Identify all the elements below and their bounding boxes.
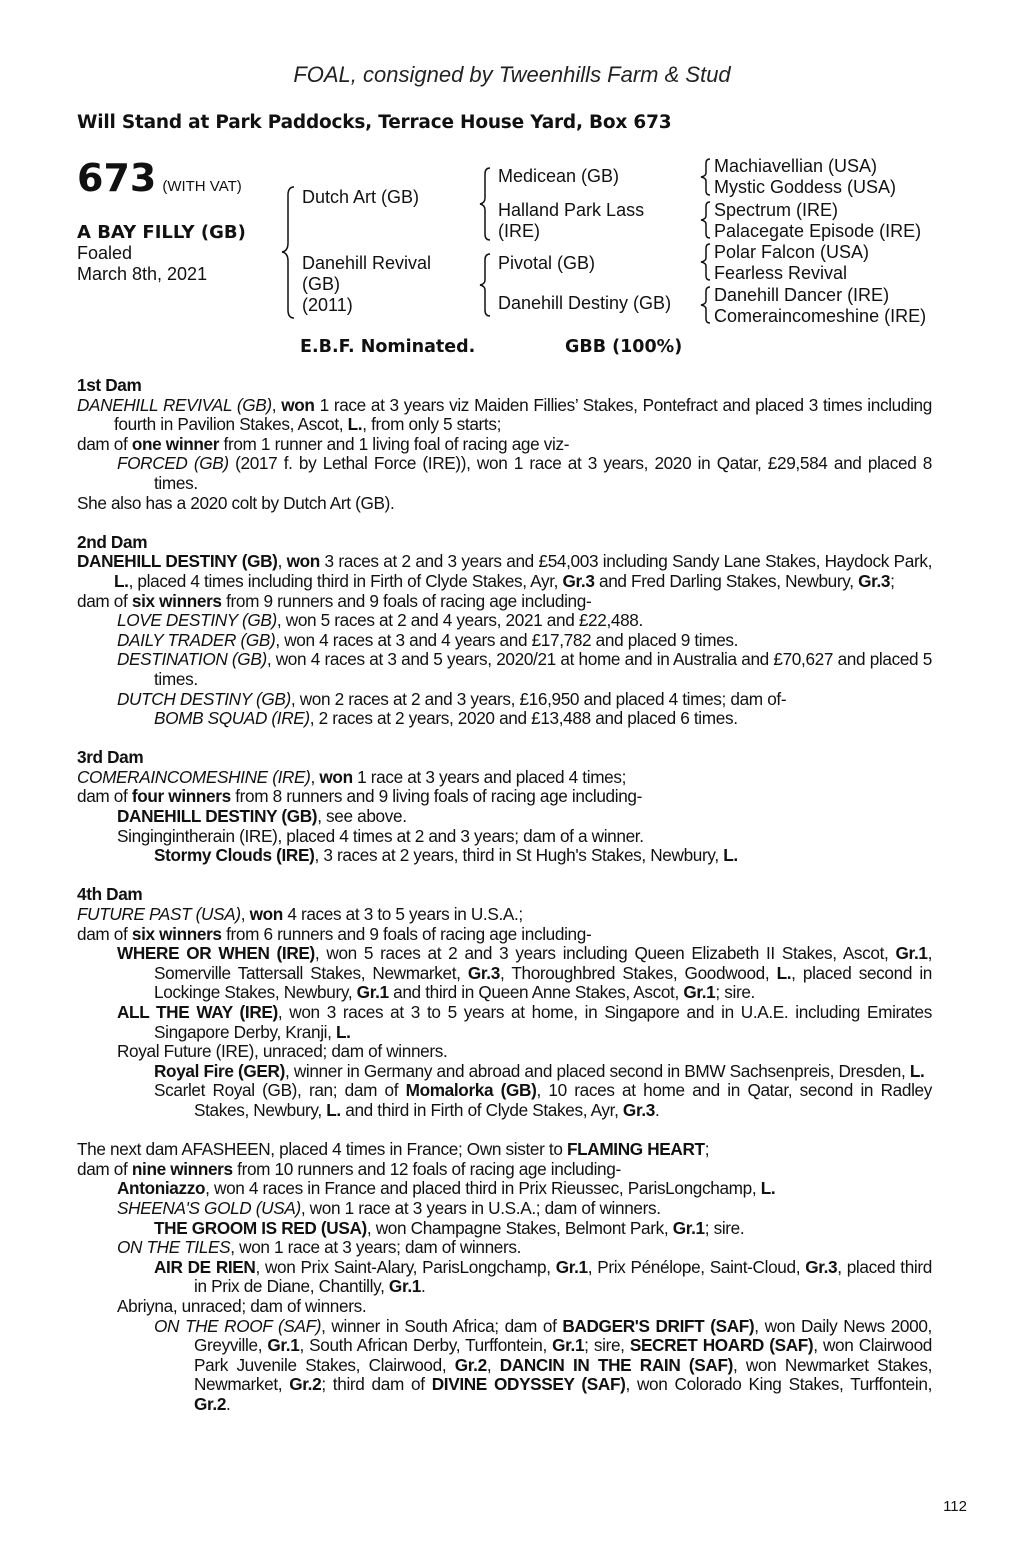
text: 1 race at 3 years and placed 4 times; bbox=[352, 766, 627, 787]
horse-name: FUTURE PAST (USA) bbox=[77, 904, 241, 925]
produce-item bbox=[77, 1219, 932, 1239]
text: , see above. bbox=[317, 806, 407, 827]
pedigree-brace-ss bbox=[699, 157, 713, 197]
grade: L. bbox=[326, 1099, 341, 1120]
grade: Gr.3 bbox=[858, 570, 891, 591]
horse-name: ON THE ROOF (SAF) bbox=[154, 1315, 322, 1336]
horse-name: Stormy Clouds (IRE) bbox=[154, 845, 315, 866]
horse-name: AIR DE RIEN bbox=[154, 1256, 256, 1277]
pedigree-dam-country: (GB) bbox=[302, 274, 340, 294]
text: dam of bbox=[77, 923, 132, 944]
grade: L. bbox=[336, 1021, 351, 1042]
section-heading: 4th Dam bbox=[77, 884, 143, 905]
produce-item bbox=[77, 1317, 932, 1415]
horse-name: DANCIN IN THE RAIN (SAF) bbox=[499, 1354, 733, 1375]
text: , placed 4 times including third in Firth of Clyde Stakes, Ayr, bbox=[128, 570, 563, 591]
produce-item: Abriyna, unraced; dam of winners. bbox=[117, 1295, 367, 1316]
grade: L. bbox=[114, 570, 129, 591]
text: , won 1 race at 3 years; dam of winners. bbox=[230, 1237, 522, 1258]
grade: Gr.1 bbox=[895, 943, 928, 964]
text: , winner in South Africa; dam of bbox=[321, 1315, 563, 1336]
produce-item bbox=[77, 1238, 932, 1258]
produce-item bbox=[77, 1179, 932, 1199]
pedigree-brace-sire bbox=[478, 166, 494, 242]
text: (2017 f. by Lethal Force (IRE)), won 1 race at 3 years, 2020 in Qatar, £29,584 and placed 8 times. bbox=[154, 453, 932, 493]
grade: Gr.3 bbox=[467, 962, 500, 983]
pedigree-brace-dd bbox=[699, 285, 713, 325]
text: , won Prix Saint-Alary, ParisLongchamp, bbox=[255, 1256, 556, 1277]
won-label: won bbox=[319, 766, 353, 787]
horse-name: DUTCH DESTINY (GB) bbox=[117, 688, 291, 709]
text: , placed second in Lockinge Stakes, Newbury, bbox=[154, 962, 932, 1003]
text: and Fred Darling Stakes, Newbury, bbox=[594, 570, 859, 591]
pedigree-gen3-1: Machiavellian (USA) bbox=[714, 156, 878, 176]
produce-item bbox=[77, 709, 932, 729]
text: from 10 runners and 12 foals of racing age including- bbox=[232, 1158, 621, 1179]
lot-title: A BAY FILLY (GB) bbox=[77, 222, 246, 243]
text: , winner in Germany and abroad and placed second in BMW Sachsenpreis, Dresden, bbox=[284, 1060, 910, 1081]
stand-location: Will Stand at Park Paddocks, Terrace House Yard, Box 673 bbox=[77, 112, 672, 133]
horse-name: ALL THE WAY (IRE) bbox=[117, 1002, 278, 1022]
text: dam of bbox=[77, 1158, 132, 1179]
lot-number-value: 673 bbox=[77, 156, 157, 200]
text: , 2 races at 2 years, 2020 and £13,488 and placed 6 times. bbox=[309, 708, 738, 729]
consignor-line: FOAL, consigned by Tweenhills Farm & Stud bbox=[293, 62, 731, 87]
produce-summary bbox=[77, 925, 932, 945]
text: ; sire, bbox=[584, 1335, 630, 1356]
winners-count: nine winners bbox=[131, 1158, 233, 1179]
pedigree-sire: Dutch Art (GB) bbox=[302, 187, 420, 207]
horse-name: DAILY TRADER (GB) bbox=[117, 629, 276, 650]
text: , won Colorado King Stakes, Turffontein, bbox=[625, 1374, 932, 1395]
pedigree-gen3-7: Danehill Dancer (IRE) bbox=[714, 285, 890, 305]
third-dam-section bbox=[77, 748, 932, 866]
text: , bbox=[310, 766, 320, 787]
horse-name: ON THE TILES bbox=[117, 1237, 231, 1258]
produce-item bbox=[77, 944, 932, 1003]
first-dam-section bbox=[77, 376, 932, 513]
text: , won 2 races at 2 and 3 years, £16,950 and placed 4 times; dam of- bbox=[290, 688, 787, 709]
text: , won 4 races at 3 and 4 years and £17,782 and placed 9 times. bbox=[275, 629, 739, 650]
pedigree-sire-dam-name: Halland Park Lass bbox=[498, 200, 645, 220]
text: ; sire. bbox=[715, 982, 755, 1003]
produce-item: Singingintherain (IRE), placed 4 times at 2 and 3 years; dam of a winner. bbox=[117, 825, 644, 846]
text: , won 1 race at 3 years in U.S.A.; dam of winners. bbox=[300, 1197, 661, 1218]
produce-summary bbox=[77, 435, 932, 455]
text: , won Daily News 2000, Greyville, bbox=[194, 1315, 932, 1356]
second-dam-section bbox=[77, 533, 932, 729]
grade: L. bbox=[760, 1178, 776, 1199]
dam-record bbox=[77, 396, 932, 435]
fourth-dam-section bbox=[77, 885, 932, 1120]
grade: Gr.2 bbox=[194, 1393, 227, 1414]
text: from 8 runners and 9 living foals of racing age including- bbox=[230, 786, 642, 807]
text: , 10 races at home and in Qatar, second in Radley Stakes, Newbury, bbox=[194, 1080, 932, 1120]
produce-item bbox=[77, 1258, 932, 1297]
won-label: won bbox=[286, 551, 320, 572]
text: , bbox=[486, 1354, 500, 1375]
produce-item bbox=[77, 611, 932, 631]
grade: Gr.1 bbox=[555, 1256, 588, 1277]
pedigree-gen3-3: Spectrum (IRE) bbox=[714, 200, 839, 220]
text: , Prix Pénélope, Saint-Cloud, bbox=[587, 1256, 806, 1277]
text: , won 5 races at 2 and 4 years, 2021 and £22,488. bbox=[276, 610, 643, 631]
horse-name: DANEHILL DESTINY (GB) bbox=[117, 806, 318, 827]
pedigree-brace-dam bbox=[478, 252, 494, 318]
dam-record bbox=[77, 768, 932, 788]
produce-summary bbox=[77, 592, 932, 612]
winners-count: one winner bbox=[131, 433, 220, 454]
text: ; third dam of bbox=[321, 1374, 432, 1395]
pedigree-gen3-5: Polar Falcon (USA) bbox=[714, 242, 870, 262]
horse-name: SHEENA'S GOLD (USA) bbox=[117, 1197, 301, 1218]
section-heading: 2nd Dam bbox=[77, 531, 148, 552]
text: and third in Firth of Clyde Stakes, Ayr, bbox=[340, 1099, 623, 1120]
produce-item: Royal Future (IRE), unraced; dam of winners. bbox=[117, 1041, 448, 1062]
text: , bbox=[240, 904, 250, 925]
horse-name: DANEHILL DESTINY (GB) bbox=[77, 551, 278, 572]
text: The next dam AFASHEEN, placed 4 times in France; Own sister to bbox=[77, 1139, 567, 1160]
text: from 6 runners and 9 foals of racing age including- bbox=[221, 923, 592, 944]
pedigree-dam-year: (2011) bbox=[302, 295, 353, 315]
text: , Thoroughbred Stakes, Goodwood, bbox=[499, 962, 777, 983]
winners-count: six winners bbox=[131, 590, 222, 611]
pedigree-gen3-6: Fearless Revival bbox=[714, 263, 848, 283]
text: , won 4 races at 3 and 5 years, 2020/21 at home and in Australia and £70,627 and placed 5 times. bbox=[154, 649, 932, 689]
text: , won Champagne Stakes, Belmont Park, bbox=[366, 1217, 673, 1238]
text: . bbox=[420, 1276, 426, 1297]
text: 3 races at 2 and 3 years and £54,003 including Sandy Lane Stakes, Haydock Park, bbox=[319, 551, 932, 572]
page-number: 112 bbox=[943, 1498, 967, 1515]
text: , bbox=[271, 394, 282, 415]
dam-record bbox=[77, 905, 932, 925]
grade: Gr.3 bbox=[622, 1099, 655, 1120]
text: dam of bbox=[77, 590, 132, 611]
grade: Gr.1 bbox=[552, 1335, 585, 1356]
pedigree-dam-sire: Pivotal (GB) bbox=[498, 253, 596, 273]
text: from 1 runner and 1 living foal of racing age viz- bbox=[219, 433, 570, 454]
text: , placed third in Prix de Diane, Chantilly, bbox=[194, 1256, 932, 1297]
grade: Gr.1 bbox=[683, 982, 716, 1003]
horse-name: LOVE DESTINY (GB) bbox=[117, 610, 277, 631]
pedigree-dam-name: Danehill Revival bbox=[302, 253, 432, 273]
text: , won 5 races at 2 and 3 years including Queen Elizabeth II Stakes, Ascot, bbox=[314, 943, 896, 964]
text: Scarlet Royal (GB), ran; dam of bbox=[154, 1080, 406, 1101]
pedigree-dam-dam: Danehill Destiny (GB) bbox=[498, 293, 672, 313]
pedigree-gen3-2: Mystic Goddess (USA) bbox=[714, 177, 897, 197]
section-heading: 1st Dam bbox=[77, 375, 142, 395]
horse-name: FORCED (GB) bbox=[117, 453, 229, 474]
text: , Somerville Tattersall Stakes, Newmarket, bbox=[154, 943, 933, 983]
horse-name: Royal Fire (GER) bbox=[154, 1060, 285, 1081]
text: 4 races at 3 to 5 years in U.S.A.; bbox=[282, 904, 523, 925]
pedigree-brace-sd bbox=[699, 200, 713, 240]
ebf-badge: E.B.F. Nominated. bbox=[300, 337, 476, 357]
dam-record bbox=[77, 1140, 932, 1160]
horse-name: SECRET HOARD (SAF) bbox=[629, 1335, 814, 1356]
pedigree-brace-ds bbox=[699, 242, 713, 282]
next-dam-section bbox=[77, 1140, 932, 1414]
horse-name: DANEHILL REVIVAL (GB) bbox=[77, 394, 272, 415]
grade: Gr.3 bbox=[805, 1256, 838, 1277]
produce-note: She also has a 2020 colt by Dutch Art (GB). bbox=[77, 492, 395, 513]
text: dam of bbox=[77, 786, 132, 807]
produce-item bbox=[77, 1081, 932, 1120]
text: ; sire. bbox=[704, 1217, 745, 1238]
horse-name: BADGER'S DRIFT (SAF) bbox=[562, 1315, 755, 1336]
produce-item bbox=[77, 1003, 932, 1042]
grade: L. bbox=[347, 414, 363, 435]
produce-item bbox=[77, 1199, 932, 1219]
text: 1 race at 3 years viz Maiden Fillies’ Stakes, Pontefract and placed 3 times including fourth in Pavilion Stakes, Ascot, bbox=[114, 394, 932, 435]
pedigree-gen3-4: Palacegate Episode (IRE) bbox=[714, 221, 922, 241]
horse-name: Antoniazzo bbox=[117, 1178, 206, 1199]
grade: Gr.2 bbox=[289, 1374, 322, 1395]
produce-item bbox=[77, 454, 932, 493]
pedigree-brace-gen1 bbox=[280, 185, 300, 320]
gbb-badge: GBB (100%) bbox=[565, 337, 683, 357]
text: , won 4 races in France and placed third in Prix Rieussec, ParisLongchamp, bbox=[205, 1178, 761, 1199]
horse-name: DESTINATION (GB) bbox=[117, 649, 267, 670]
foaled-date: March 8th, 2021 bbox=[77, 264, 208, 284]
text: , won Newmarket Stakes, Newmarket, bbox=[194, 1354, 933, 1395]
produce-item bbox=[77, 690, 932, 710]
winners-count: six winners bbox=[131, 923, 222, 944]
vat-note: (WITH VAT) bbox=[162, 178, 242, 195]
text: dam of bbox=[77, 433, 132, 454]
text: . bbox=[654, 1099, 660, 1120]
horse-name: BOMB SQUAD (IRE) bbox=[154, 708, 310, 729]
pedigree-sire-sire: Medicean (GB) bbox=[498, 166, 620, 186]
lot-number bbox=[77, 158, 242, 207]
horse-name: COMERAINCOMESHINE (IRE) bbox=[77, 766, 311, 787]
grade: L. bbox=[909, 1060, 925, 1081]
grade: L. bbox=[776, 962, 792, 983]
horse-name: Momalorka (GB) bbox=[405, 1080, 537, 1101]
text: , 3 races at 2 years, third in St Hugh's Stakes, Newbury, bbox=[314, 845, 724, 866]
text: , South African Derby, Turffontein, bbox=[299, 1335, 553, 1356]
foaled-label: Foaled bbox=[77, 243, 133, 263]
grade: Gr.1 bbox=[267, 1335, 300, 1356]
grade: Gr.3 bbox=[562, 570, 595, 591]
grade: Gr.2 bbox=[454, 1354, 487, 1375]
horse-name: FLAMING HEART bbox=[566, 1139, 705, 1160]
produce-summary bbox=[77, 1160, 932, 1180]
text: ; bbox=[890, 570, 895, 591]
text: , won 3 races at 3 to 5 years at home, in Singapore and in U.A.E. including Emirates Singapore Derby, Kranji, bbox=[154, 1002, 932, 1042]
winners-count: four winners bbox=[131, 786, 231, 807]
text: , from only 5 starts; bbox=[362, 414, 502, 435]
pedigree-sire-dam bbox=[498, 200, 644, 242]
grade: Gr.1 bbox=[672, 1217, 705, 1238]
grade: Gr.1 bbox=[388, 1276, 421, 1297]
foaled-info bbox=[77, 243, 207, 285]
grade: Gr.1 bbox=[356, 982, 389, 1003]
grade: L. bbox=[723, 845, 738, 866]
text: ; bbox=[704, 1139, 710, 1160]
section-heading: 3rd Dam bbox=[77, 747, 144, 768]
produce-item bbox=[77, 1062, 932, 1082]
horse-name: THE GROOM IS RED (USA) bbox=[154, 1217, 367, 1238]
produce-item bbox=[77, 846, 932, 866]
catalogue-body bbox=[77, 376, 932, 1414]
horse-name: WHERE OR WHEN (IRE) bbox=[117, 943, 315, 964]
text: . bbox=[226, 1393, 231, 1414]
text: , won Clairwood Park Juvenile Stakes, Clairwood, bbox=[194, 1335, 932, 1375]
produce-item bbox=[77, 807, 932, 827]
horse-name: DIVINE ODYSSEY (SAF) bbox=[431, 1374, 626, 1395]
produce-item bbox=[77, 650, 932, 689]
text: , bbox=[277, 551, 287, 572]
pedigree-sire-dam-country: (IRE) bbox=[498, 221, 540, 241]
text: and third in Queen Anne Stakes, Ascot, bbox=[388, 982, 684, 1003]
text: from 9 runners and 9 foals of racing age including- bbox=[221, 590, 592, 611]
won-label: won bbox=[281, 394, 315, 415]
produce-summary bbox=[77, 787, 932, 807]
produce-item bbox=[77, 631, 932, 651]
dam-record bbox=[77, 552, 932, 591]
pedigree-dam bbox=[302, 253, 431, 316]
won-label: won bbox=[249, 904, 283, 925]
pedigree-gen3-8: Comeraincomeshine (IRE) bbox=[714, 306, 927, 326]
